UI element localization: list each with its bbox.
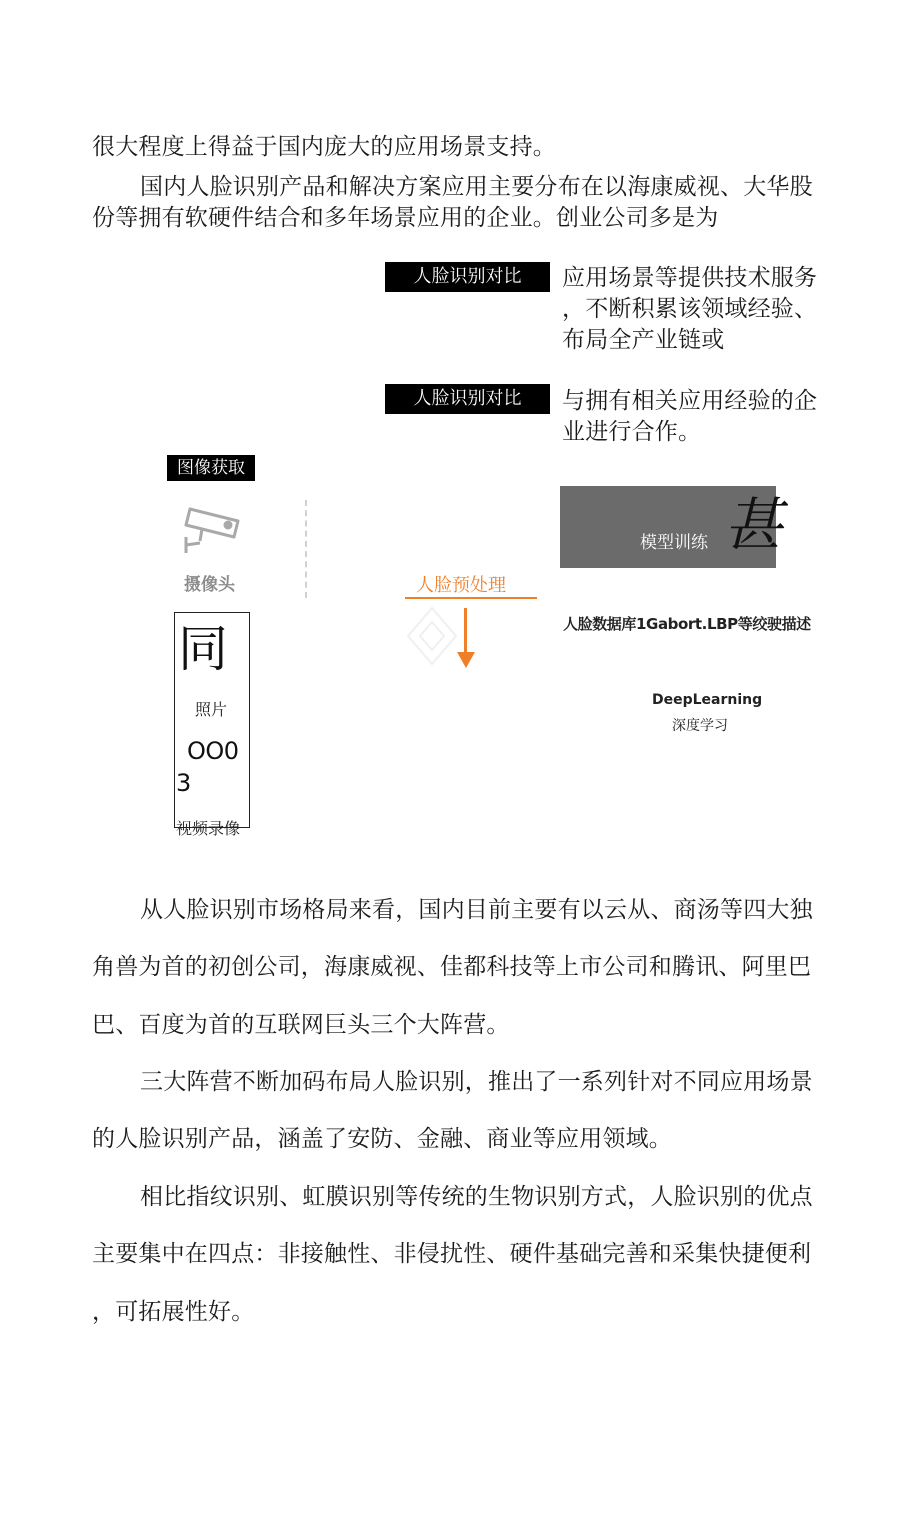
photo-video-box: [174, 612, 250, 838]
face-watermark-icon: [402, 604, 462, 668]
box-glyph: 同: [178, 620, 228, 678]
side-text-1-line-3: 布局全产业链或: [562, 327, 725, 353]
face-compare-tag-2: 人脸识别对比: [385, 384, 550, 414]
p3-line-1: 相比指纹识别、虹膜识别等传统的生物识别方式，人脸识别的优点: [140, 1184, 813, 1210]
preprocess-underline: [405, 597, 537, 599]
p1-line-1: 从人脸识别市场格局来看，国内目前主要有以云从、商汤等四大独: [140, 897, 813, 923]
p2-line-1: 三大阵营不断加码布局人脸识别，推出了一系列针对不同应用场景: [140, 1069, 813, 1095]
preprocess-label: 人脸预处理: [416, 575, 506, 596]
p1-line-3: 巴、百度为首的互联网巨头三个大阵营。: [92, 1012, 510, 1038]
model-training-glyph: 甚: [724, 491, 783, 559]
intro-line-3: 份等拥有软硬件结合和多年场景应用的企业。创业公司多是为: [92, 205, 719, 231]
side-text-2-line-2: 业进行合作。: [562, 419, 702, 445]
intro-line-1: 很大程度上得益于国内庞大的应用场景支持。: [92, 134, 556, 160]
photo-label: 照片: [195, 700, 228, 719]
deep-learning-label: DeepLearning: [652, 692, 763, 708]
face-compare-tag-1: 人脸识别对比: [385, 262, 550, 292]
camera-label: 摄像头: [184, 575, 235, 595]
camera-icon: [180, 503, 244, 557]
video-label: 视频录像: [176, 819, 241, 838]
p3-line-2: 主要集中在四点：非接触性、非侵扰性、硬件基础完善和采集快捷便利: [92, 1241, 812, 1267]
side-text-1-line-2: ，不断积累该领域经验、: [562, 296, 818, 322]
code-label-b: 3: [176, 769, 192, 797]
deep-learning-cn-label: 深度学习: [672, 718, 728, 734]
code-label-a: OO0: [187, 737, 239, 765]
p1-line-2: 角兽为首的初创公司，海康威视、佳都科技等上市公司和腾讯、阿里巴: [92, 954, 812, 980]
model-training-box: [560, 486, 783, 568]
model-training-label: 模型训练: [640, 533, 708, 553]
intro-line-2: 国内人脸识别产品和解决方案应用主要分布在以海康威视、大华股: [140, 174, 813, 200]
side-text-2-line-1: 与拥有相关应用经验的企: [562, 388, 818, 414]
p3-line-3: ，可拓展性好。: [92, 1299, 255, 1325]
p2-line-2: 的人脸识别产品，涵盖了安防、金融、商业等应用领域。: [92, 1126, 672, 1152]
arrow-down-icon: [456, 608, 476, 670]
face-database-label: 人脸数据库1Gabort.LBP等绞驶描述: [563, 615, 811, 633]
image-acquire-tag: 图像获取: [167, 455, 255, 481]
dashed-divider: [305, 500, 307, 598]
side-text-1-line-1: 应用场景等提供技术服务: [562, 265, 818, 291]
